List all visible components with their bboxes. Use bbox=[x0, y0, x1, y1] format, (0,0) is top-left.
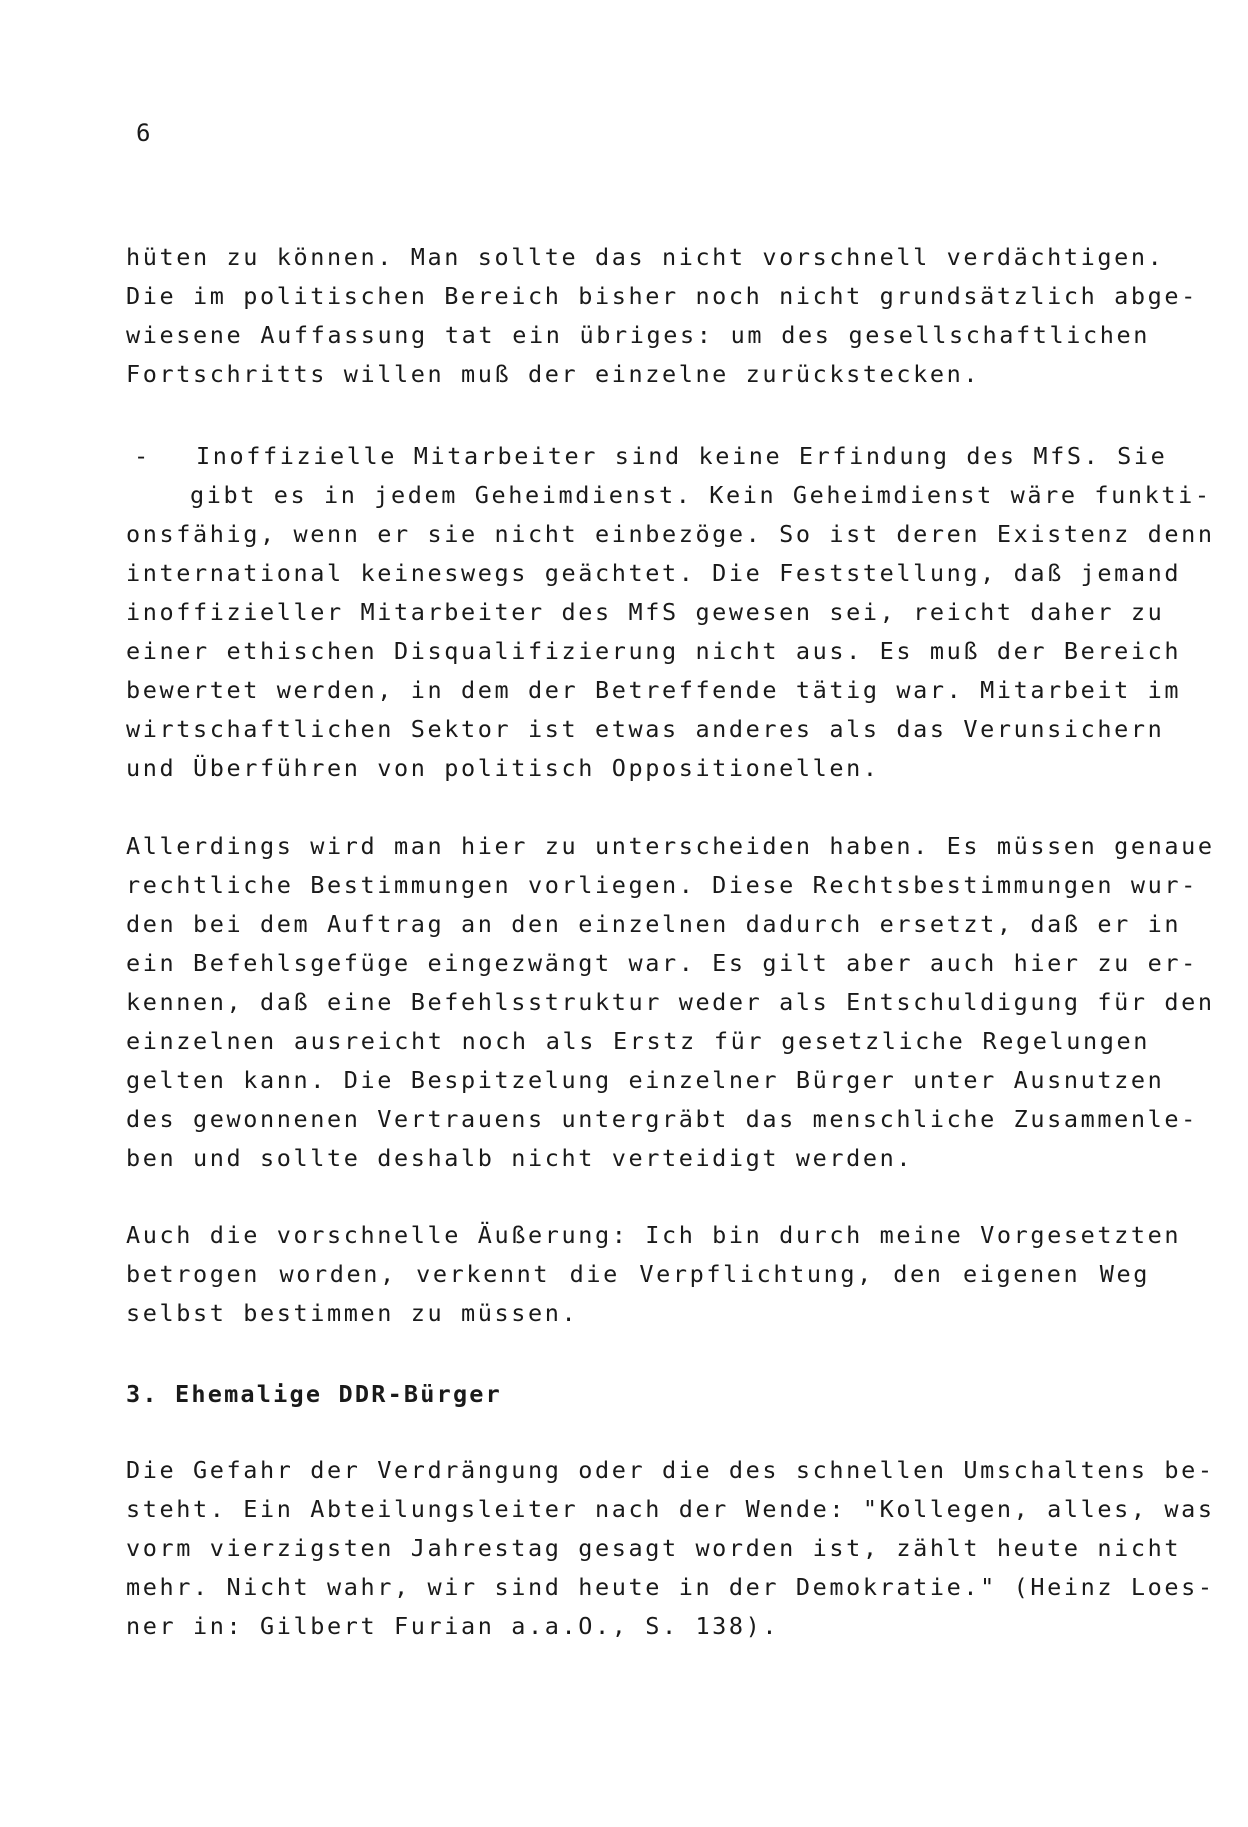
paragraph-line: selbst bestimmen zu müssen. bbox=[126, 1299, 579, 1327]
paragraph-line: des gewonnenen Vertrauens untergräbt das menschliche Zusammenle- bbox=[126, 1105, 1198, 1133]
paragraph-line: wiesene Auffassung tat ein übriges: um des gesellschaftlichen bbox=[126, 321, 1150, 349]
bullet-line: international keineswegs geächtet. Die Feststellung, daß jemand bbox=[126, 559, 1182, 587]
paragraph-2 bbox=[126, 827, 1215, 1178]
bullet-item bbox=[126, 437, 1215, 788]
paragraph-line: ein Befehlsgefüge eingezwängt war. Es gilt aber auch hier zu er- bbox=[126, 949, 1198, 977]
paragraph-3 bbox=[126, 1216, 1182, 1333]
bullet-dash: - bbox=[134, 442, 149, 470]
paragraph-line: Die im politischen Bereich bisher noch nicht grundsätzlich abge- bbox=[126, 282, 1198, 310]
paragraph-line: Die Gefahr der Verdrängung oder die des schnellen Umschaltens be- bbox=[126, 1456, 1215, 1484]
bullet-line: einer ethischen Disqualifizierung nicht aus. Es muß der Bereich bbox=[126, 637, 1182, 665]
paragraph-line: steht. Ein Abteilungsleiter nach der Wende: "Kollegen, alles, was bbox=[126, 1495, 1215, 1523]
bullet-line: bewertet werden, in dem der Betreffende tätig war. Mitarbeit im bbox=[126, 676, 1182, 704]
bullet-line: onsfähig, wenn er sie nicht einbezöge. So ist deren Existenz denn bbox=[126, 520, 1215, 548]
bullet-line: gibt es in jedem Geheimdienst. Kein Geheimdienst wäre funkti- bbox=[190, 481, 1212, 509]
paragraph-line: ben und sollte deshalb nicht verteidigt werden. bbox=[126, 1144, 914, 1172]
paragraph-line: hüten zu können. Man sollte das nicht vorschnell verdächtigen. bbox=[126, 243, 1165, 271]
paragraph-line: Auch die vorschnelle Äußerung: Ich bin durch meine Vorgesetzten bbox=[126, 1221, 1182, 1249]
paragraph-line: den bei dem Auftrag an den einzelnen dadurch ersetzt, daß er in bbox=[126, 910, 1182, 938]
paragraph-line: einzelnen ausreicht noch als Erstz für gesetzliche Regelungen bbox=[126, 1027, 1150, 1055]
paragraph-line: Allerdings wird man hier zu unterscheiden haben. Es müssen genaue bbox=[126, 832, 1215, 860]
paragraph-line: vorm vierzigsten Jahrestag gesagt worden ist, zählt heute nicht bbox=[126, 1534, 1182, 1562]
bullet-line: Inoffizielle Mitarbeiter sind keine Erfindung des MfS. Sie bbox=[196, 442, 1168, 470]
bullet-line: und Überführen von politisch Oppositionellen. bbox=[126, 754, 880, 782]
paragraph-line: Fortschritts willen muß der einzelne zurückstecken. bbox=[126, 360, 981, 388]
paragraph-1 bbox=[126, 238, 1198, 394]
paragraph-line: kennen, daß eine Befehlsstruktur weder als Entschuldigung für den bbox=[126, 988, 1215, 1016]
paragraph-line: gelten kann. Die Bespitzelung einzelner Bürger unter Ausnutzen bbox=[126, 1066, 1165, 1094]
paragraph-line: rechtliche Bestimmungen vorliegen. Diese Rechtsbestimmungen wur- bbox=[126, 871, 1198, 899]
bullet-line: inoffizieller Mitarbeiter des MfS gewesen sei, reicht daher zu bbox=[126, 598, 1165, 626]
paragraph-line: betrogen worden, verkennt die Verpflichtung, den eigenen Weg bbox=[126, 1260, 1150, 1288]
section-heading: 3. Ehemalige DDR-Bürger bbox=[126, 1380, 503, 1408]
paragraph-line: mehr. Nicht wahr, wir sind heute in der Demokratie." (Heinz Loes- bbox=[126, 1573, 1215, 1601]
paragraph-4 bbox=[126, 1451, 1215, 1646]
page-number: 6 bbox=[136, 119, 151, 147]
bullet-line: wirtschaftlichen Sektor ist etwas anderes als das Verunsichern bbox=[126, 715, 1165, 743]
paragraph-line: ner in: Gilbert Furian a.a.O., S. 138). bbox=[126, 1612, 780, 1640]
